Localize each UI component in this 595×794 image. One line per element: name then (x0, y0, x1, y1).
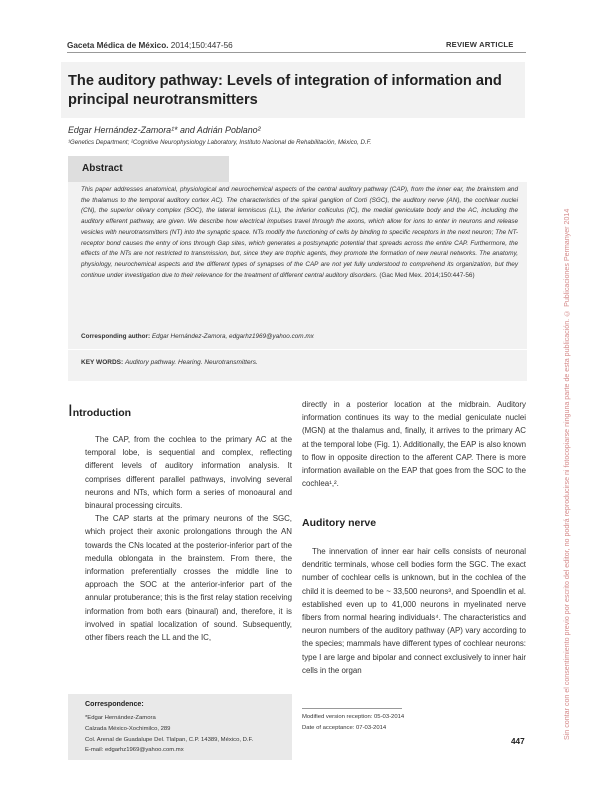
introduction-heading-text: ntroduction (72, 407, 132, 419)
corresponding-author-value: Edgar Hernández-Zamora, edgarhz1969@yahoo.com.mx (151, 333, 314, 340)
right-column-bottom (302, 545, 526, 677)
keywords-label: KEY WORDS: (81, 359, 124, 366)
journal-name: Gaceta Médica de México. (67, 41, 169, 50)
introduction-dropcap: I (68, 401, 73, 420)
abstract-citation: (Gac Med Mex. 2014;150:447-56) (379, 271, 475, 279)
correspondence-street: Calzada México-Xochimilco, 289 (85, 726, 171, 732)
copyright-side-text: Sin contar con el consentimiento previo por escrito del editor, no podrá reproducirse ni fotocopiarse ninguna parte de esta publicación. © Publicaciones Permanyer 2014 (563, 208, 571, 740)
journal-header (67, 41, 233, 50)
article-type: REVIEW ARTICLE (446, 40, 514, 49)
keywords-value: Auditory pathway. Hearing. Neurotransmitters. (124, 359, 258, 366)
abstract-divider (68, 349, 527, 350)
acceptance-date: Date of acceptance: 07-03-2014 (302, 725, 387, 731)
intro-paragraph: directly in a posterior location at the midbrain. Auditory information continues its way to the medial geniculate nuclei (MGN) at the thalamus and, finally, it arrives to the primary AC at the temporal lobe (Fig. 1). Additionally, the EAP is also known to flow in opposite direction to the afferent CAP. There is more information available on the EAP that goes from the SOC to the cochlea¹,². (302, 400, 526, 489)
correspondence-name: *Edgar Hernández-Zamora (85, 715, 156, 721)
journal-citation: 2014;150:447-56 (170, 41, 233, 50)
right-column-top (302, 398, 526, 490)
article-authors: Edgar Hernández-Zamora¹* and Adrián Poblano² (68, 125, 261, 135)
introduction-heading (68, 401, 131, 421)
corresponding-author-line (81, 333, 314, 340)
page-number: 447 (511, 737, 525, 746)
correspondence-email[interactable]: E-mail: edgarhz1969@yahoo.com.mx (85, 747, 184, 753)
dates-rule (302, 708, 402, 709)
intro-paragraph: The CAP starts at the primary neurons of the SGC, which project their axonic prolongations through the AN towards the CNs located at the posterior-inferior part of the medulla oblongata in the brainstem. From there, the information preferentially crosses the middle line to approach the SOC at the anterior-inferior part of the annular protuberance; this is the first relay station receiving information from both ears (binaural) and, therefore, it is involved in spatial localization of sound. Subsequently, other fibers reach the LL and the IC, (85, 514, 292, 643)
abstract-text: This paper addresses anatomical, physiological and neurochemical aspects of the central auditory pathway (CAP), from the inner ear, the brainstem and the thalamus to the temporal auditory cortex AC). The characteristics of the spiral ganglion of Corti (SGC), the auditory nerve (AN), the cochlear nuclei (CN), the superior olivary complex (SOC), the lateral lemniscus (LL), the inferior colliculus (IC), the medial geniculate body and the AC, including the auditory efferent pathway, are given. We describe how electrical impulses travel through the axons, which allow for ions to enter in neurons and release vesicles with neurotransmitters (NT) into the synaptic space. NTs modify the functioning of cells by binding to specific receptors in the next neuron; The NT-receptor bond causes the entry of ions through Gap sites, which generates a postsynaptic potential that spreads across the entire CAP. Furthermore, the effects of the NTs are not restricted to transmission, but, since they are trophic agents, they promote the formation of new neural networks. The anatomy, physiology, neurochemical aspects and the different types of synapses of the CAP are not yet fully understood to comprehend its organization, but they continue under investigation due to their relevance for the treatment of different central auditory disorders. (81, 186, 518, 279)
article-affiliations: ¹Genetics Department; ²Cognitive Neurophysiology Laboratory, Instituto Nacional de Rehabilitación, México, D.F. (68, 139, 372, 146)
auditory-nerve-heading: Auditory nerve (302, 517, 377, 529)
keywords-line (81, 359, 258, 366)
correspondence-city: Col. Arenal de Guadalupe Del. Tlalpan, C.P. 14389, México, D.F. (85, 737, 254, 743)
corresponding-author-label: Corresponding author: (81, 333, 151, 340)
abstract-heading: Abstract (82, 163, 123, 174)
article-title: The auditory pathway: Levels of integration of information and principal neurotransmitters (68, 73, 502, 108)
auditory-nerve-paragraph: The innervation of inner ear hair cells consists of neuronal dendritic terminals, whose cell bodies form the SGC. The exact number of cochlear cells is unknown, but in the cochlea of the child it is deemed to be ~ 33,500 neurons³, and Spoendlin et al. established even up to 41,000 neurons in myelinated nerve fibers from normal hearing individuals⁴. The characteristics and neuron numbers of the auditory pathway (AP) vary according to the species; mammals have different types of cochlear neurons: type I are large and bipolar and connect exclusively to inner hair cells in the organ (302, 547, 526, 675)
correspondence-title: Correspondence: (85, 700, 144, 708)
left-column (85, 433, 292, 644)
intro-paragraph: The CAP, from the cochlea to the primary AC at the temporal lobe, is sequential and complex, reflecting different levels of auditory information analysis. It comprises different parallel pathways, involving several neurons and NTs, which form a series of monoaural and binaural processing circuits. (85, 435, 292, 511)
header-rule (67, 52, 526, 53)
modified-date: Modified version reception: 05-03-2014 (302, 714, 405, 720)
abstract-body (81, 185, 518, 281)
